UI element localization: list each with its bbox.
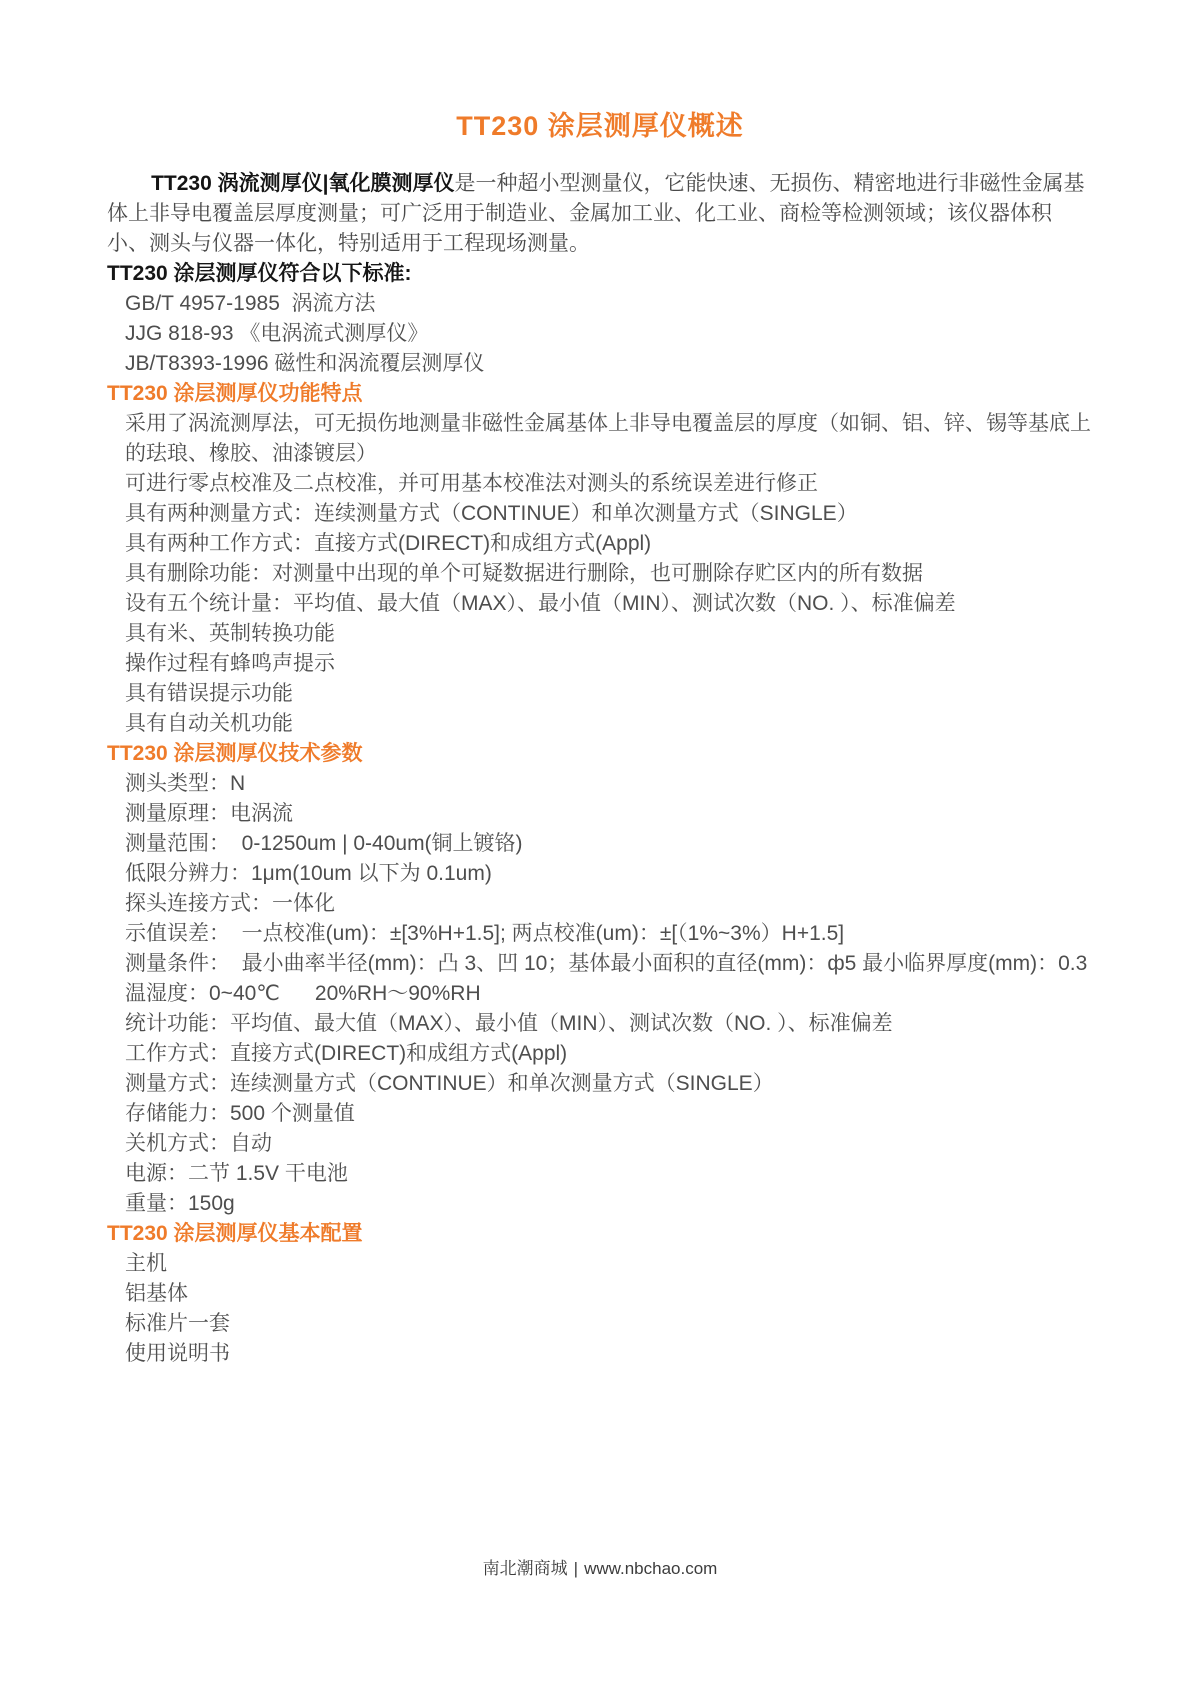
- footer-url: www.nbchao.com: [584, 1559, 718, 1578]
- list-item: 温湿度：0~40℃ 20%RH～90%RH: [125, 982, 481, 1005]
- list-item: 电源：二节 1.5V 干电池: [125, 1162, 348, 1185]
- list-item: GB/T 4957-1985 涡流方法: [125, 292, 376, 315]
- list-item: 重量：150g: [125, 1192, 235, 1215]
- page-title: TT230 涂层测厚仪概述: [456, 111, 744, 141]
- list-item: 采用了涡流测厚法，可无损伤地测量非磁性金属基体上非导电覆盖层的厚度（如铜、铝、锌、锡等基底上的珐琅、橡胶、油漆镀层）: [125, 412, 1091, 465]
- footer-divider: |: [573, 1559, 579, 1578]
- list-item: 操作过程有蜂鸣声提示: [125, 652, 335, 675]
- list-item: 具有错误提示功能: [125, 682, 293, 705]
- list-item: 标准片一套: [125, 1312, 230, 1335]
- section-heading-specs: TT230 涂层测厚仪技术参数: [107, 742, 363, 765]
- list-item: 测头类型：N: [125, 772, 246, 795]
- list-item: 具有两种测量方式：连续测量方式（CONTINUE）和单次测量方式（SINGLE）: [125, 502, 858, 525]
- list-item: 关机方式：自动: [125, 1132, 272, 1155]
- list-item: 具有两种工作方式：直接方式(DIRECT)和成组方式(Appl): [125, 532, 652, 555]
- list-item: 具有自动关机功能: [125, 712, 293, 735]
- list-item: 统计功能：平均值、最大值（MAX）、最小值（MIN）、测试次数（NO. ）、标准偏差: [125, 1012, 893, 1035]
- footer-site-name: 南北潮商城: [482, 1559, 568, 1578]
- specs-list: [107, 769, 1093, 1219]
- intro-description: 是一种超小型测量仪，它能快速、无损伤、精密地进行非磁性金属基体上非导电覆盖层厚度测量；可广泛用于制造业、金属加工业、化工业、商检等检测领域；该仪器体积小、测头与仪器一体化，特别适用于工程现场测量。: [107, 172, 1085, 255]
- list-item: JB/T8393-1996 磁性和涡流覆层测厚仪: [125, 352, 485, 375]
- section-heading-features: TT230 涂层测厚仪功能特点: [107, 382, 363, 405]
- list-item: 具有删除功能：对测量中出现的单个可疑数据进行删除，也可删除存贮区内的所有数据: [125, 562, 923, 585]
- list-item: 测量方式：连续测量方式（CONTINUE）和单次测量方式（SINGLE）: [125, 1072, 774, 1095]
- list-item: 存储能力：500 个测量值: [125, 1102, 355, 1125]
- list-item: 主机: [125, 1252, 167, 1275]
- package-list: [107, 1249, 1093, 1369]
- list-item: JJG 818-93 《电涡流式测厚仪》: [125, 322, 429, 345]
- standards-list: [107, 289, 1093, 379]
- list-item: 使用说明书: [125, 1342, 230, 1365]
- list-item: 测量条件： 最小曲率半径(mm)：凸 3、凹 10；基体最小面积的直径(mm)：ф5 最小临界厚度(mm)：0.3: [125, 952, 1088, 975]
- list-item: 低限分辨力：1μm(10um 以下为 0.1um): [125, 862, 492, 885]
- list-item: 示值误差： 一点校准(um)：±[3%H+1.5]; 两点校准(um)：±[（1%~3%）H+1.5]: [125, 922, 845, 945]
- page-footer: [0, 1554, 1200, 1579]
- list-item: 铝基体: [125, 1282, 188, 1305]
- intro-paragraph: [107, 169, 1093, 259]
- list-item: 工作方式：直接方式(DIRECT)和成组方式(Appl): [125, 1042, 568, 1065]
- list-item: 具有米、英制转换功能: [125, 622, 335, 645]
- features-list: [107, 409, 1093, 739]
- list-item: 测量范围： 0-1250um | 0-40um(铜上镀铬): [125, 832, 523, 855]
- list-item: 设有五个统计量：平均值、最大值（MAX）、最小值（MIN）、测试次数（NO. ）、标准偏差: [125, 592, 956, 615]
- list-item: 探头连接方式：一体化: [125, 892, 335, 915]
- list-item: 测量原理：电涡流: [125, 802, 293, 825]
- section-heading-package: TT230 涂层测厚仪基本配置: [107, 1222, 363, 1245]
- list-item: 可进行零点校准及二点校准，并可用基本校准法对测头的系统误差进行修正: [125, 472, 818, 495]
- section-heading-standards: TT230 涂层测厚仪符合以下标准:: [107, 262, 412, 285]
- intro-product-name: TT230 涡流测厚仪|氧化膜测厚仪: [151, 172, 455, 195]
